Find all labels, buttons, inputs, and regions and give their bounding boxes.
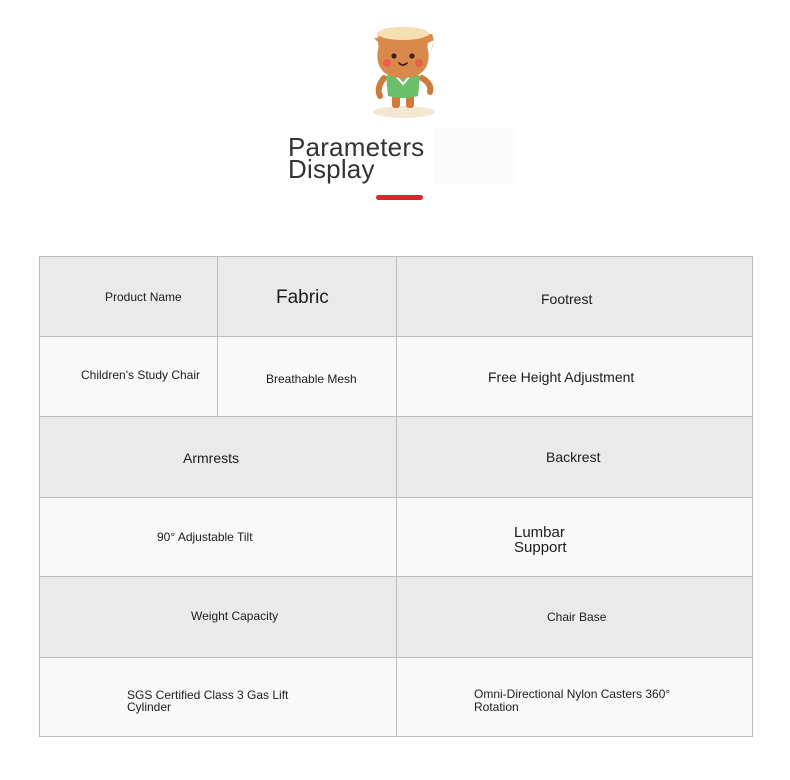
table-cell (217, 336, 397, 417)
parameters-table (39, 256, 753, 737)
cell-value-chair-base: Omni-Directional Nylon Casters 360° Rotation (474, 687, 671, 714)
page-title (288, 132, 425, 184)
page-title-line2: Display (288, 154, 375, 184)
cell-label-footrest: Footrest (541, 291, 593, 307)
cell-label-fabric: Fabric (276, 287, 329, 308)
cell-label-product-name: Product Name (105, 290, 182, 304)
cell-value-armrests: 90° Adjustable Tilt (157, 530, 253, 544)
table-cell (39, 657, 397, 737)
table-cell (396, 336, 753, 417)
table-cell (217, 256, 397, 337)
page-title-line1: Parameters (288, 132, 425, 162)
table-cell (396, 576, 753, 658)
cell-label-armrests: Armrests (183, 450, 239, 466)
table-cell (39, 256, 218, 337)
table-cell (39, 336, 218, 417)
cell-label-weight-capacity: Weight Capacity (191, 609, 279, 623)
cell-label-backrest: Backrest (546, 449, 601, 465)
table-cell (39, 497, 397, 577)
table-cell (396, 657, 753, 737)
title-backdrop (434, 128, 516, 184)
cell-value-footrest: Free Height Adjustment (488, 369, 635, 385)
cell-value-backrest: Lumbar Support (514, 524, 567, 556)
cell-value-product-name: Children's Study Chair (81, 368, 201, 382)
table-cell (396, 497, 753, 577)
cell-value-fabric: Breathable Mesh (266, 372, 357, 386)
table-cell (39, 416, 397, 498)
table-cell (39, 576, 397, 658)
cell-value-weight-capacity: SGS Certified Class 3 Gas Lift Cylinder (127, 688, 289, 714)
mascot-icon (366, 22, 440, 120)
table-cell (396, 416, 753, 498)
table-cell (396, 256, 753, 337)
title-underline (376, 195, 423, 200)
cell-label-chair-base: Chair Base (547, 610, 607, 624)
